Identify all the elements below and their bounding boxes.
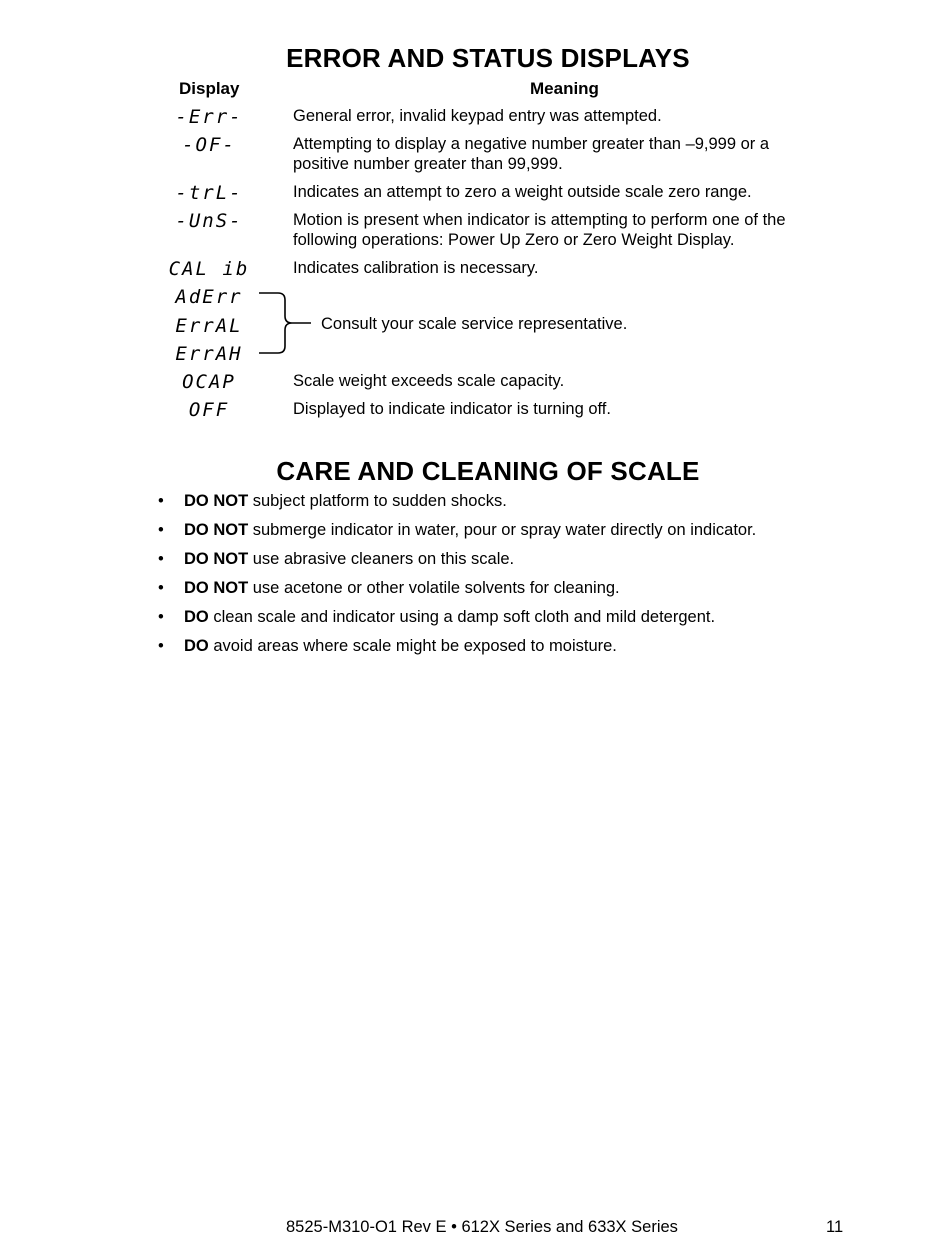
brace-bracket — [256, 290, 316, 358]
display-code-trl: -trL- — [175, 182, 243, 204]
care-item: • DO NOT use abrasive cleaners on this scale. — [158, 550, 515, 568]
meaning-uns: Motion is present when indicator is attempting to perform one of the following operations: Power Up Zero or Zero Weight Display. — [293, 211, 786, 249]
display-code-aderr: AdErr — [175, 286, 243, 308]
meaning-of: Attempting to display a negative number greater than –9,999 or a positive number greater than 99,999. — [293, 135, 770, 173]
display-code-err: -Err- — [175, 106, 243, 128]
care-heading: CARE AND CLEANING OF SCALE — [276, 456, 700, 486]
meaning-group: Consult your scale service representative. — [321, 315, 628, 333]
meaning-off: Displayed to indicate indicator is turning off. — [293, 400, 611, 418]
meaning-ocap: Scale weight exceeds scale capacity. — [293, 372, 565, 390]
display-code-off: OFF — [188, 399, 230, 421]
care-item: • DO NOT subject platform to sudden shocks. — [158, 492, 507, 510]
care-item: • DO NOT use acetone or other volatile solvents for cleaning. — [158, 579, 620, 597]
display-code-erral: ErrAL — [175, 315, 243, 337]
display-code-calib: CAL ib — [168, 258, 250, 280]
meaning-trl: Indicates an attempt to zero a weight outside scale zero range. — [293, 183, 752, 201]
meaning-calib: Indicates calibration is necessary. — [293, 259, 539, 277]
care-item: • DO clean scale and indicator using a damp soft cloth and mild detergent. — [158, 608, 716, 626]
display-code-errah: ErrAH — [175, 343, 243, 365]
care-list — [158, 491, 858, 665]
care-item: • DO avoid areas where scale might be exposed to moisture. — [158, 637, 617, 655]
meaning-column-header: Meaning — [530, 79, 599, 98]
display-column-header: Display — [179, 79, 240, 98]
meaning-err: General error, invalid keypad entry was attempted. — [293, 107, 662, 125]
display-code-of: -OF- — [182, 134, 236, 156]
footer-doc-id: 8525-M310-O1 Rev E • 612X Series and 633X Series — [286, 1218, 678, 1236]
error-displays-heading: ERROR AND STATUS DISPLAYS — [286, 43, 690, 73]
display-code-uns: -UnS- — [175, 210, 243, 232]
page-number: 11 — [826, 1218, 844, 1236]
care-item: • DO NOT submerge indicator in water, pour or spray water directly on indicator. — [158, 521, 757, 539]
display-code-ocap: OCAP — [182, 371, 236, 393]
